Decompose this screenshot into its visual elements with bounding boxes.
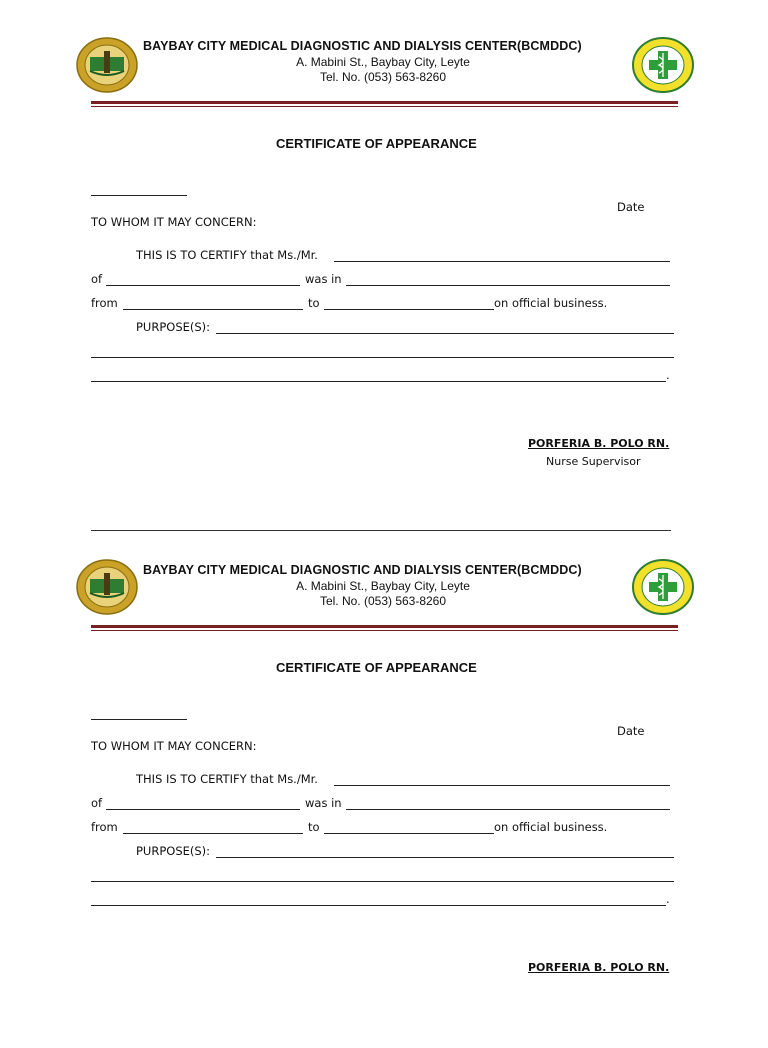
certificate-title: CERTIFICATE OF APPEARANCE [276,660,477,675]
purpose-line-3 [91,381,666,382]
organization-telephone: Tel. No. (053) 563-8260 [319,594,447,608]
of-line [106,285,300,286]
purpose-line-2 [91,881,674,882]
purpose-line-2 [91,357,674,358]
organization-address: A. Mabini St., Baybay City, Leyte [296,579,470,593]
organization-telephone: Tel. No. (053) 563-8260 [319,70,447,84]
organization-name: BAYBAY CITY MEDICAL DIAGNOSTIC AND DIALYSIS CENTER(BCMDDC) [143,39,582,53]
signatory-name: PORFERIA B. POLO RN. [528,961,670,974]
organization-address: A. Mabini St., Baybay City, Leyte [296,55,470,69]
to-line [324,309,494,310]
purpose-end-period: . [666,892,670,906]
signatory-title: Nurse Supervisor [546,455,641,468]
purpose-end-period: . [666,368,670,382]
official-business-label: on official business. [494,820,608,834]
was-in-line [346,809,670,810]
official-business-label: on official business. [494,296,608,310]
purpose-line-1 [216,333,674,334]
certify-label: THIS IS TO CERTIFY that Ms./Mr. [136,772,318,786]
name-line [334,261,670,262]
certificate-title: CERTIFICATE OF APPEARANCE [276,136,477,151]
purpose-label: PURPOSE(S): [136,844,211,858]
was-in-label: was in [305,272,342,286]
to-label: to [308,296,320,310]
certify-label: THIS IS TO CERTIFY that Ms./Mr. [136,248,318,262]
from-label: from [91,820,118,834]
from-line [123,309,303,310]
date-label: Date [617,200,645,214]
from-label: from [91,296,118,310]
date-label: Date [617,724,645,738]
was-in-label: was in [305,796,342,810]
signatory-name: PORFERIA B. POLO RN. [528,437,670,450]
salutation: TO WHOM IT MAY CONCERN: [91,215,257,229]
purpose-line-1 [216,857,674,858]
was-in-line [346,285,670,286]
organization-name: BAYBAY CITY MEDICAL DIAGNOSTIC AND DIALYSIS CENTER(BCMDDC) [143,563,582,577]
header-divider-thin [91,630,678,631]
date-line [91,719,187,720]
date-line [91,195,187,196]
purpose-label: PURPOSE(S): [136,320,211,334]
of-label: of [91,272,103,286]
header-divider-thin [91,106,678,107]
to-label: to [308,820,320,834]
purpose-line-3 [91,905,666,906]
to-line [324,833,494,834]
salutation: TO WHOM IT MAY CONCERN: [91,739,257,753]
certificate-copy-2 [0,524,768,1048]
header-divider-thick [91,625,678,628]
of-line [106,809,300,810]
header-divider-thick [91,101,678,104]
name-line [334,785,670,786]
of-label: of [91,796,103,810]
from-line [123,833,303,834]
